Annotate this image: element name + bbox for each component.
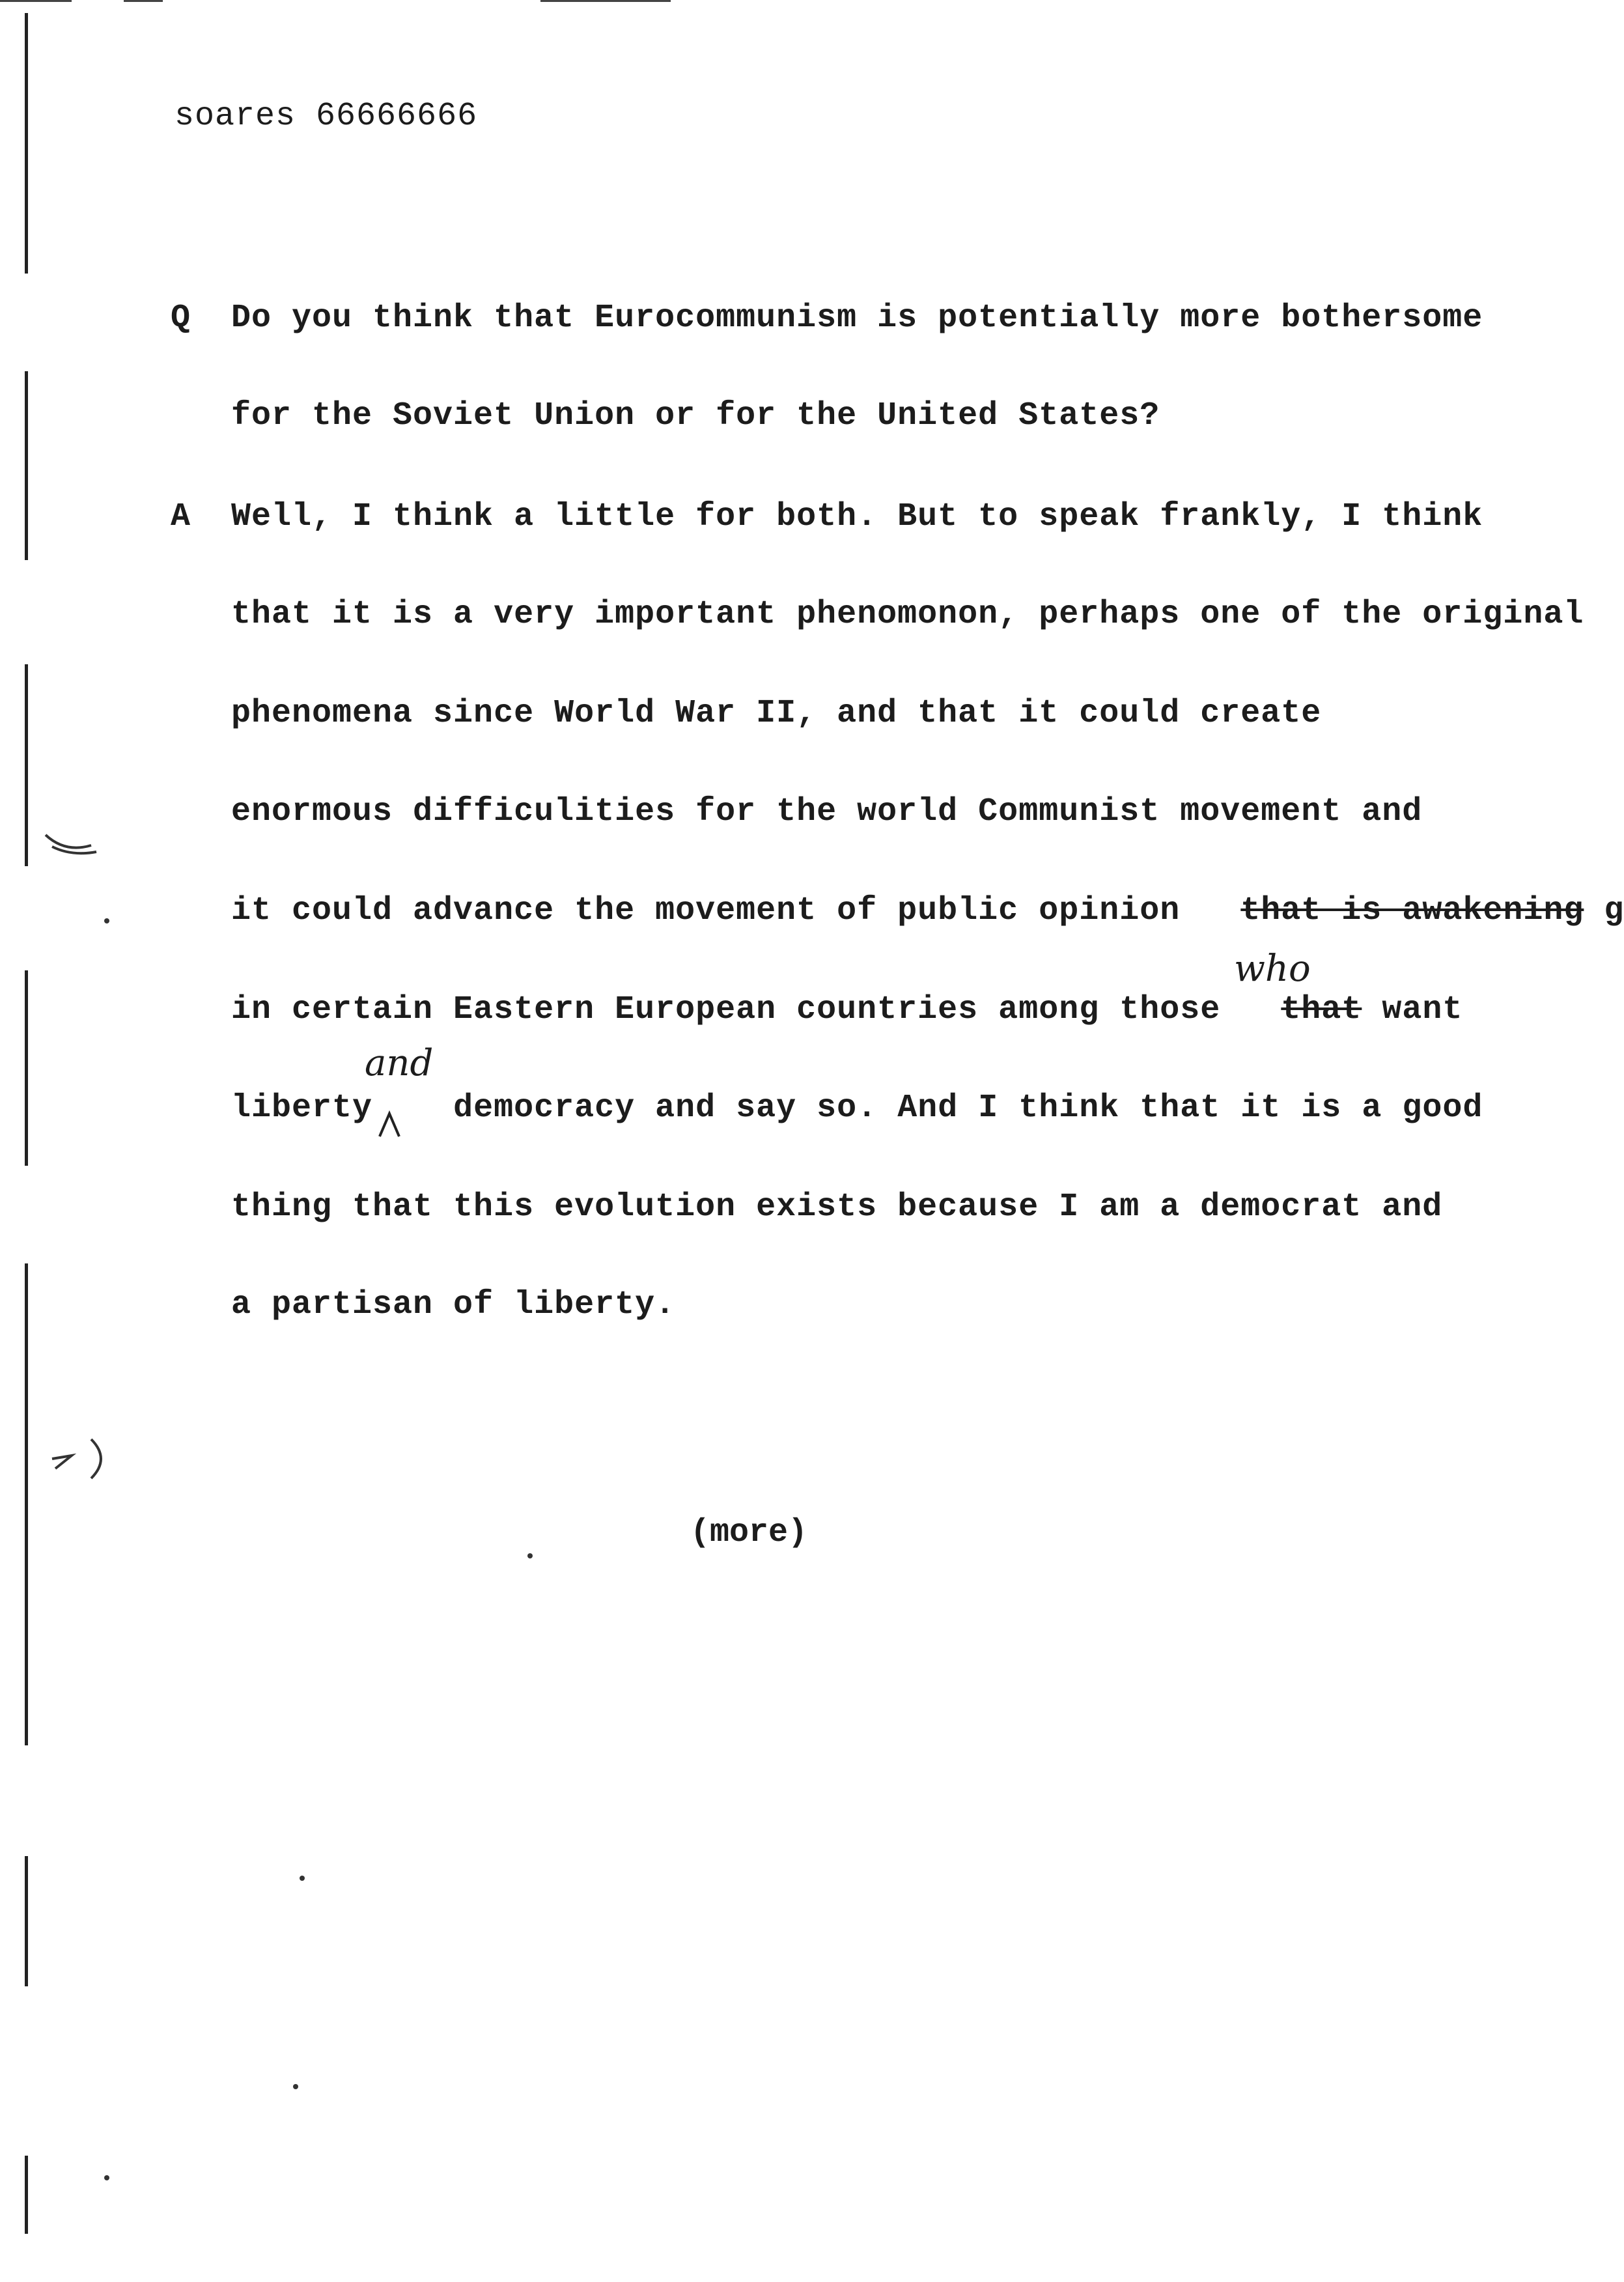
- top-edge-rule: [124, 0, 163, 2]
- top-edge-rule: [0, 0, 72, 2]
- struck-word: that: [1281, 991, 1362, 1028]
- binding-mark: [25, 970, 28, 1166]
- stray-dot: [104, 2175, 109, 2180]
- binding-mark: [25, 371, 28, 560]
- top-edge-rule: [540, 0, 671, 2]
- handwritten-insert-who: who: [1234, 948, 1311, 990]
- handwritten-insert-and: and: [365, 1042, 434, 1084]
- binding-mark: [25, 664, 28, 866]
- body-line-with-strike: [231, 892, 1624, 929]
- line-gap: [1240, 991, 1261, 1028]
- more-indicator: (more): [690, 1514, 808, 1551]
- body-line: enormous difficulities for the world Communist movement and: [231, 793, 1423, 830]
- body-line-rest: democracy and say so. And I think that it is a good: [453, 1090, 1483, 1127]
- body-line-text: in certain Eastern European countries among those: [231, 991, 1221, 1028]
- question-marker: Q: [171, 300, 191, 337]
- body-line: Well, I think a little for both. But to speak frankly, I think: [231, 498, 1483, 535]
- body-line-with-strike: [231, 991, 1463, 1028]
- body-line-text: liberty: [231, 1090, 373, 1127]
- struck-phrase: that is awakening: [1240, 892, 1584, 929]
- stray-dot: [300, 1876, 305, 1881]
- binding-mark: [25, 1856, 28, 1986]
- insert-gap: [393, 1090, 433, 1127]
- stray-dot: [527, 1553, 533, 1558]
- binding-mark: [25, 2156, 28, 2234]
- body-line-with-insert: [231, 1090, 1483, 1127]
- line-tail: g: [1604, 892, 1624, 929]
- body-line: thing that this evolution exists because I am a democrat and: [231, 1189, 1443, 1226]
- header-slug: soares 66666666: [175, 98, 478, 135]
- body-line: phenomena since World War II, and that it could create: [231, 695, 1322, 732]
- body-line-text: it could advance the movement of public opinion: [231, 892, 1181, 929]
- margin-scribble: [39, 827, 104, 866]
- binding-mark: [25, 13, 28, 274]
- body-line: for the Soviet Union or for the United States?: [231, 397, 1160, 434]
- margin-scribble: [39, 1433, 117, 1485]
- line-tail: want: [1382, 991, 1463, 1028]
- body-line: a partisan of liberty.: [231, 1286, 676, 1323]
- body-line: that it is a very important phenomonon, perhaps one of the original: [231, 596, 1584, 633]
- line-gap: [1200, 892, 1220, 929]
- binding-mark: [25, 1263, 28, 1745]
- answer-marker: A: [171, 498, 191, 535]
- body-line: Do you think that Eurocommunism is potentially more bothersome: [231, 300, 1483, 337]
- stray-dot: [293, 2084, 298, 2089]
- stray-dot: [104, 918, 109, 923]
